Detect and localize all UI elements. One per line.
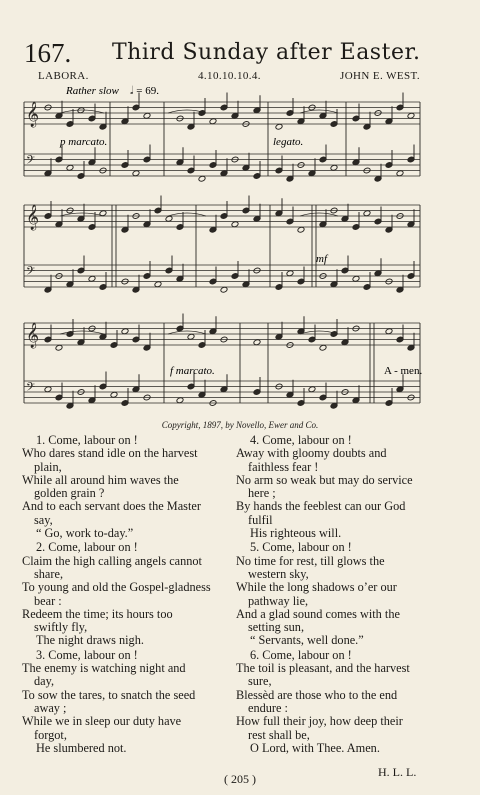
slur [300,110,338,113]
note [407,112,415,119]
verse-line: Claim the high calling angels cannot [22,553,202,568]
note [187,333,195,340]
verse-line: The toil is pleasant, and the harvest [236,661,410,676]
verse-line: away ; [34,700,67,715]
verse-line: O Lord, with Thee. Amen. [250,740,380,755]
treble-clef-icon: 𝄞 [26,205,40,230]
verse-line: To young and old the Gospel-gladness [22,580,211,595]
marking-mf: mf [316,253,327,265]
clefs [26,101,39,397]
verse-line: To sow the tares, to snatch the seed [22,687,196,702]
hymn-title: Third Sunday after Easter. [112,40,421,65]
marking-amen: A - men. [384,365,423,377]
note [209,118,217,125]
verse-line: sure, [248,674,272,689]
verse [22,649,228,755]
marking-f-marcato: f marcato. [170,365,215,377]
verse-line: And a glad sound comes with the [236,606,400,621]
verse-line: The night draws nigh. [36,633,144,648]
verse-line: By hands the feeblest can our God [236,499,406,514]
verse-line: day, [34,674,55,689]
note [165,215,173,222]
tempo-marking: Rather slow [66,85,119,97]
verse-line: Redeem the time; its hours too [22,606,173,621]
verse-line: forgot, [34,727,67,742]
verse-line: Who dares stand idle on the harvest [22,446,198,461]
verse [236,649,436,755]
verse-line: And to each servant does the Master [22,499,201,514]
treble-clef-icon: 𝄞 [26,102,40,127]
bass-clef-icon: 𝄢 [26,381,36,397]
note [55,344,63,351]
note [176,397,184,404]
note [275,123,283,130]
metronome-marking: 𝅗𝅥 = 69. [130,85,159,97]
note [352,275,360,282]
tune-name: LABORA. [38,70,89,82]
verse-line: here ; [248,486,276,501]
composer: JOHN E. WEST. [340,70,420,82]
note [220,286,228,293]
verse-line: Blessèd are those who to the end [236,687,398,702]
verse-line: faithless fear ! [248,459,319,474]
verse-line: The enemy is watching night and [22,661,186,676]
note [286,270,294,277]
verse-line: rest shall be, [248,727,310,742]
note [363,210,371,217]
verse [236,541,436,647]
verse-line: say, [34,512,53,527]
verse-line: setting sun, [248,620,305,635]
verse-line: pathway lie, [248,593,309,608]
verse [236,434,436,540]
note [143,112,151,119]
verse-line: “ Go, work to-day.” [36,526,134,541]
verse-line: His righteous will. [250,526,342,541]
verse-line: Away with gloomy doubts and [236,446,387,461]
verse-line: fulfil [248,512,273,527]
note [253,339,261,346]
verse-line: No arm so weak but may do service [236,472,413,487]
meter: 4.10.10.10.4. [198,70,261,82]
verse-line: No time for rest, till glows the [236,553,385,568]
note [121,328,129,335]
marking-legato: legato. [273,136,304,148]
bass-clef-icon: 𝄢 [26,154,36,170]
signature: H. L. L. [378,765,417,779]
note [297,226,305,233]
verse-line: swiftly fly, [34,620,88,635]
note [308,386,316,393]
page-number: ( 205 ) [224,772,256,786]
note [396,170,404,177]
bass-clef-icon: 𝄢 [26,265,36,281]
verse-line: 4. Come, labour on ! [250,433,352,447]
verse-line: He slumbered not. [36,740,127,755]
verse-line: golden grain ? [34,486,105,501]
slur [168,331,206,334]
slur [60,213,104,216]
verse-line: plain, [34,459,62,474]
treble-clef-icon: 𝄞 [26,323,40,348]
note [319,344,327,351]
verse-line: “ Servants, well done.” [250,633,364,648]
verse-line: bear : [34,593,62,608]
verse-line: 6. Come, labour on ! [250,647,352,662]
slur [168,213,206,216]
verse-line: 5. Come, labour on ! [250,540,352,555]
verse-line: While the long shadows o’er our [236,580,397,595]
note [110,391,118,398]
verses-right-column [236,434,436,756]
note [385,328,393,335]
verse-line: How full their joy, how deep their [236,714,403,729]
verse-line: 2. Come, labour on ! [36,540,138,555]
verse-line: While all around him waves the [22,472,179,487]
marking-p-marcato: p marcato. [60,136,108,148]
verse-line: western sky, [248,566,309,581]
note [231,221,239,228]
verse-line: 3. Come, labour on ! [36,647,138,662]
note [88,275,96,282]
copyright: Copyright, 1897, by Novello, Ewer and Co. [161,420,319,430]
verse-line: While we in sleep our duty have [22,714,182,729]
note [330,164,338,171]
verse-line: endure : [248,700,288,715]
note [132,170,140,177]
verse-line: 1. Come, labour on ! [36,433,138,447]
note [198,175,206,182]
note [44,386,52,393]
verse [22,541,228,647]
note [66,164,74,171]
hymn-number: 167. [24,38,72,68]
note [154,281,162,288]
verse [22,434,228,540]
verse-line: share, [34,566,64,581]
verses-left-column [22,434,228,756]
music-score [0,80,480,420]
